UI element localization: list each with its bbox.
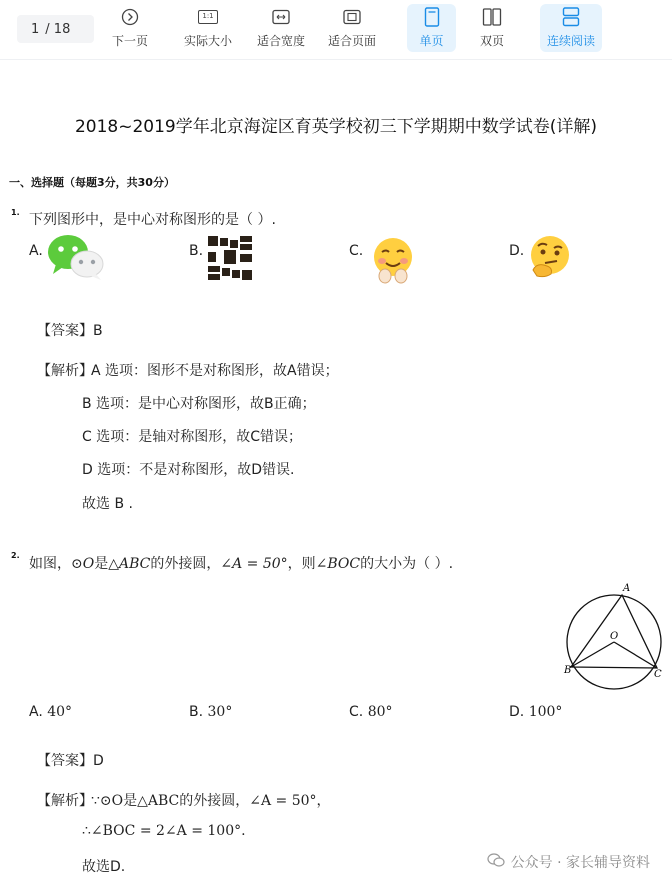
figure-label-o: O xyxy=(610,631,619,642)
q2-option-a xyxy=(29,704,72,720)
double-page-label: 双页 xyxy=(479,34,504,48)
q2-stem-triangle: △ABC xyxy=(108,556,151,572)
q2-option-d-value: 100° xyxy=(528,704,563,720)
q2-option-c-value: 80° xyxy=(367,704,393,720)
actual-size-icon-text: 1:1 xyxy=(198,10,218,24)
actual-size-label: 实际大小 xyxy=(183,34,232,48)
q1-stem: 下列图形中，是中心对称图形的是（ ）. xyxy=(29,212,276,228)
fit-width-button[interactable] xyxy=(252,4,310,52)
q2-analysis-line-1: ∵⊙O是△ABC的外接圆，∠A = 50°， xyxy=(91,793,331,809)
q2-stem-circle: ⊙O xyxy=(71,556,95,572)
q2-conclusion: 故选D. xyxy=(82,859,126,875)
q2-analysis-line-2: ∴∠BOC = 2∠A = 100°. xyxy=(82,823,246,839)
q2-stem-mid3: ，则 xyxy=(287,556,316,572)
q1-analysis-line-2: B 选项：是中心对称图形，故B正确； xyxy=(82,396,316,412)
smiling-face-hands-icon xyxy=(371,236,415,288)
q1-analysis-label: 【解析】 xyxy=(37,363,93,379)
q2-option-a-label: A. xyxy=(29,704,43,720)
q2-option-d xyxy=(509,704,562,720)
q2-stem-angle-boc: ∠BOC xyxy=(315,556,361,572)
q1-option-c-label: C. xyxy=(349,243,364,259)
continuous-reading-label: 连续阅读 xyxy=(546,34,595,48)
pattern-figure-icon xyxy=(206,234,254,286)
q2-option-c xyxy=(349,704,393,720)
fit-width-icon xyxy=(271,7,291,27)
continuous-reading-icon xyxy=(561,7,581,27)
page-indicator[interactable] xyxy=(17,15,94,43)
q2-analysis-label: 【解析】 xyxy=(37,793,93,809)
figure-label-b: B xyxy=(564,665,572,676)
section-heading: 一、选择题（每题3分，共30分） xyxy=(9,176,175,189)
q2-option-b xyxy=(189,704,232,720)
actual-size-icon xyxy=(198,7,218,27)
q1-answer: 【答案】B xyxy=(37,323,103,339)
q2-answer: 【答案】D xyxy=(37,753,104,769)
watermark-text: 公众号 · 家长辅导资料 xyxy=(510,855,650,871)
q2-stem-angle-a: ∠A = 50° xyxy=(220,556,288,572)
fit-page-label: 适合页面 xyxy=(327,34,376,48)
circle-triangle-figure xyxy=(560,580,670,699)
fit-width-label: 适合宽度 xyxy=(256,34,305,48)
figure-label-a: A xyxy=(623,583,631,594)
q2-stem-end: 的大小为（ ）. xyxy=(360,556,454,572)
q1-conclusion: 故选 B . xyxy=(82,496,133,512)
figure-label-c: C xyxy=(654,669,662,680)
q2-stem-mid1: 是 xyxy=(94,556,109,572)
continuous-reading-button[interactable] xyxy=(540,4,602,52)
q2-option-b-label: B. xyxy=(189,704,204,720)
q2-stem xyxy=(29,553,453,573)
q2-option-d-label: D. xyxy=(509,704,525,720)
q1-analysis-line-4: D 选项：不是对称图形，故D错误. xyxy=(82,462,295,478)
q2-option-b-value: 30° xyxy=(207,704,233,720)
q2-number: 2. xyxy=(11,551,20,560)
q1-option-d-label: D. xyxy=(509,243,525,259)
toolbar xyxy=(0,0,672,60)
single-page-button[interactable] xyxy=(407,4,456,52)
q1-number: 1. xyxy=(11,208,20,217)
q1-analysis-line-1: A 选项：图形不是对称图形，故A错误； xyxy=(91,363,339,379)
watermark xyxy=(487,852,650,872)
double-page-button[interactable] xyxy=(469,4,515,52)
wechat-logo-icon xyxy=(46,232,106,286)
q1-option-a-label: A. xyxy=(29,243,43,259)
fit-page-icon xyxy=(342,7,362,27)
next-page-label: 下一页 xyxy=(111,34,148,48)
q1-analysis-line-3: C 选项：是轴对称图形，故C错误； xyxy=(82,429,303,445)
thinking-face-icon xyxy=(527,234,573,284)
single-page-icon xyxy=(422,7,442,27)
document-title: 2018~2019学年北京海淀区育英学校初三下学期期中数学试卷(详解) xyxy=(74,117,598,137)
double-page-icon xyxy=(482,7,502,27)
page-current[interactable]: 1 xyxy=(31,21,40,37)
q1-option-b-label: B. xyxy=(189,243,204,259)
actual-size-button[interactable] xyxy=(178,4,238,52)
wechat-official-account-icon xyxy=(487,852,505,872)
q2-stem-prefix: 如图， xyxy=(29,556,71,572)
page-total: / 18 xyxy=(45,21,71,37)
q2-stem-mid2: 的外接圆， xyxy=(150,556,221,572)
single-page-label: 单页 xyxy=(419,34,444,48)
q2-option-a-value: 40° xyxy=(47,704,73,720)
q2-option-c-label: C. xyxy=(349,704,364,720)
chevron-right-circle-icon xyxy=(120,7,140,27)
fit-page-button[interactable] xyxy=(324,4,380,52)
next-page-button[interactable] xyxy=(106,4,154,52)
